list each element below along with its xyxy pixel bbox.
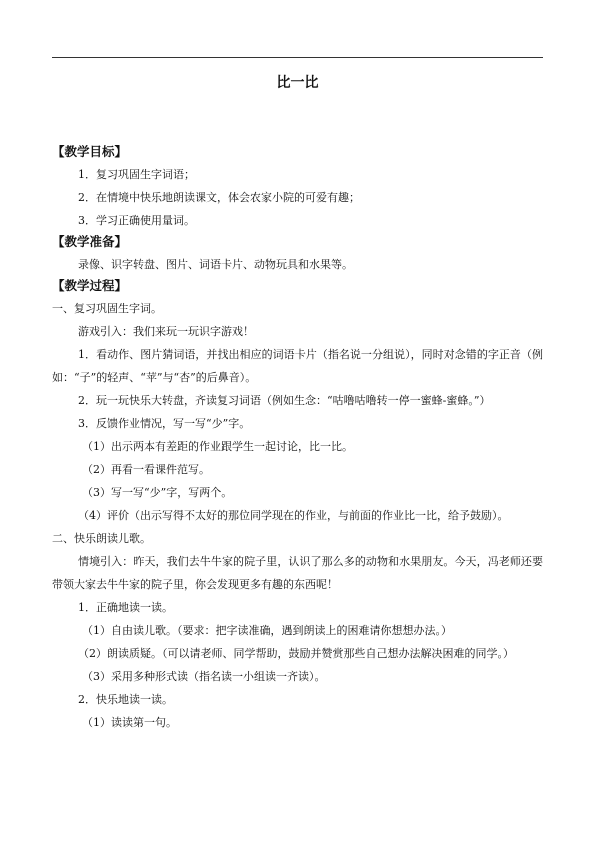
paragraph: 1．正确地读一读。 (78, 601, 173, 614)
paragraph: 3．反馈作业情况，写一写“少”字。 (78, 417, 251, 430)
goal-item: 3．学习正确使用量词。 (78, 214, 195, 227)
goal-item: 2．在情境中快乐地朗读课文，体会农家小院的可爱有趣； (78, 191, 360, 204)
section-heading-prep: 【教学准备】 (52, 234, 128, 249)
sub-item: （4）评价（出示写得不太好的那位同学现在的作业，与前面的作业比一比，给予鼓励）。 (78, 509, 509, 522)
sub-item: （3）采用多种形式读（指名读一小组读一齐读）。 (82, 670, 326, 683)
goal-item: 1．复习巩固生字词语； (78, 168, 195, 181)
section-heading-goals: 【教学目标】 (52, 144, 128, 159)
paragraph: 2．玩一玩快乐大转盘，齐读复习词语（例如生念：“咕噜咕噜转一停一蜜蜂-蜜蜂。”） (78, 394, 491, 407)
document-body (52, 142, 543, 734)
paragraph: 2．快乐地读一读。 (78, 693, 173, 706)
sub-item: （1）读读第一句。 (82, 716, 177, 729)
part-heading: 二、快乐朗读儿歌。 (52, 532, 151, 545)
part-heading: 一、复习巩固生字词。 (52, 302, 162, 315)
paragraph: 游戏引入：我们来玩一玩识字游戏！ (78, 325, 254, 338)
paragraph: 1．看动作、图片猜词语，并找出相应的词语卡片（指名说一分组说），同时对念错的字正音（例如：“子”的轻声、“苹”与“杏”的后鼻音）。 (52, 348, 543, 384)
header-rule (52, 57, 543, 58)
sub-item: （1）自由读儿歌。（要求：把字读准确，遇到朗读上的困难请你想想办法。） (82, 624, 452, 637)
prep-text: 录像、识字转盘、图片、词语卡片、动物玩具和水果等。 (78, 258, 353, 271)
sub-item: （3）写一写“少”字，写两个。 (82, 486, 233, 499)
sub-item: （2）再看一看课件范写。 (82, 463, 210, 476)
section-heading-process: 【教学过程】 (52, 278, 128, 293)
sub-item: （1）出示两本有差距的作业跟学生一起讨论，比一比。 (82, 440, 353, 453)
document-title: 比一比 (276, 75, 319, 91)
paragraph: 情境引入：昨天，我们去牛牛家的院子里，认识了那么多的动物和水果朋友。今天，冯老师还要带领大家去牛牛家的院子里，你会发现更多有趣的东西呢！ (52, 555, 543, 591)
sub-item: （2）朗读质疑。（可以请老师、同学帮助，鼓励并赞赏那些自己想办法解决困难的同学。） (78, 647, 514, 660)
